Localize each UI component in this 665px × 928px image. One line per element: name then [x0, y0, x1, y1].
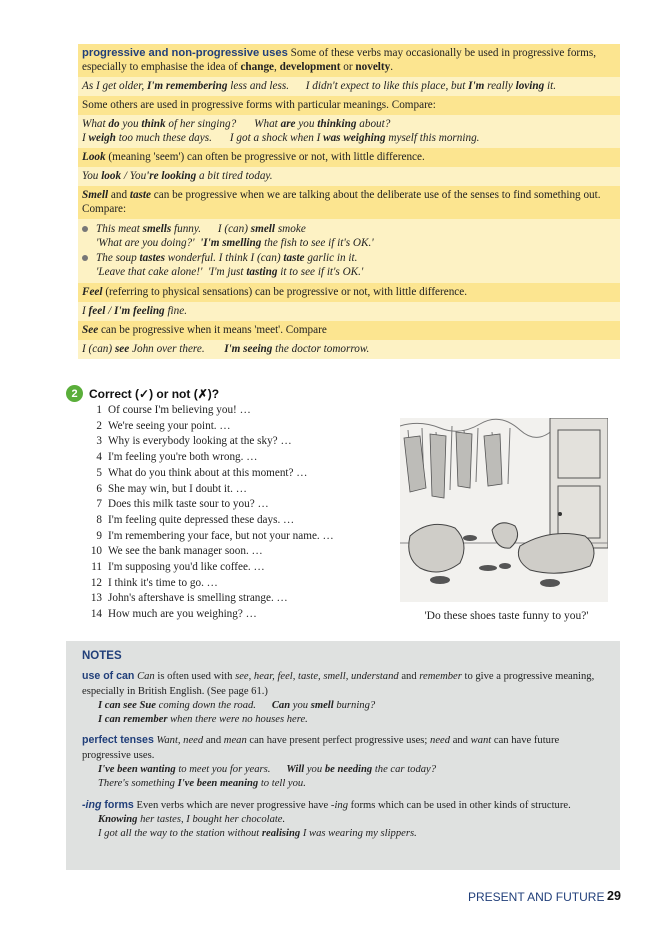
note-ing-forms: -ing forms Even verbs which are never progressive have -ing forms which can be used in other kinds of structure. — [82, 798, 571, 811]
exercise-item-number: 1 — [96, 404, 102, 416]
note-perfect-tenses: perfect tenses Want, need and mean can have present perfect progressive uses; need and want can have future progressive uses. — [82, 734, 560, 761]
exercise-number-badge: 2 — [66, 385, 83, 402]
row-compare-intro: Some others are used in progressive forms with particular meanings. Compare: — [78, 96, 620, 115]
exercise-item — [82, 544, 382, 560]
exercise-item-number: 6 — [96, 482, 102, 495]
exercise-item — [82, 466, 382, 482]
row-example-think-weigh: What do you think of her singing? What are you thinking about? I weigh too much these days. I got a shock when I was weighing myself this morning. — [78, 115, 620, 148]
bullet-dot — [82, 226, 88, 232]
exercise-item-number: 13 — [90, 592, 102, 605]
exercise-title: Correct (✓) or not (✗)? — [89, 386, 220, 401]
exercise-item-number: 14 — [90, 608, 102, 621]
exercise-item — [82, 560, 382, 576]
exercise-item-number: 9 — [96, 529, 102, 542]
exercise-item-text: What do you think about at this moment? … — [108, 466, 308, 479]
row-look: Look (meaning 'seem') can often be progressive or not, with little difference. — [78, 148, 620, 167]
cartoon-illustration — [400, 418, 608, 602]
exercise-item-text: I'm feeling you're both wrong. … — [108, 451, 258, 464]
grammar-table — [78, 44, 620, 359]
exercise-item-number: 11 — [91, 561, 102, 574]
exercise-item-number: 10 — [90, 545, 102, 558]
row-example-look: You look / You're looking a bit tired today. — [78, 167, 620, 186]
exercise-item-number: 3 — [96, 435, 102, 448]
exercise-item — [82, 607, 382, 623]
note-can-example-2: I can remember when there were no houses here. — [98, 714, 308, 726]
note-perfect-example-2: There's something I've been meaning to tell you. — [98, 778, 306, 790]
exercise-item-text: Of course I'm believing you! … — [108, 404, 251, 416]
exercise-item — [82, 529, 382, 545]
exercise-header — [66, 385, 219, 402]
exercise-item-text: I'm supposing you'd like coffee. … — [108, 561, 265, 574]
page-number: 29 — [607, 889, 621, 903]
note-perfect-example-1: I've been wanting to meet you for years. Will you be needing the car today? — [98, 764, 437, 776]
exercise-item-text: I think it's time to go. … — [108, 576, 218, 589]
exercise-item — [82, 482, 382, 498]
exercise-item — [82, 450, 382, 466]
notes-box — [66, 641, 620, 870]
exercise-item — [82, 497, 382, 513]
exercise-item — [82, 419, 382, 435]
cartoon-caption: 'Do these shoes taste funny to you?' — [424, 610, 589, 622]
exercise-item-text: I'm feeling quite depressed these days. … — [108, 513, 295, 526]
exercise-item-text: We're seeing your point. … — [108, 419, 231, 432]
row-progressive-uses: progressive and non-progressive uses Some of these verbs may occasionally be used in progressive forms, especially to emphasise the idea of change, development or novelty. — [78, 44, 620, 77]
row-smell-taste: Smell and taste can be progressive when we are talking about the deliberate use of the senses to find something out. Compare: — [78, 186, 620, 219]
exercise-item-text: Does this milk taste sour to you? … — [108, 498, 269, 511]
exercise-item-number: 4 — [96, 451, 102, 464]
exercise-item-text: How much are you weighing? … — [108, 608, 257, 621]
exercise-item-text: Why is everybody looking at the sky? … — [108, 435, 292, 448]
exercise-item-number: 12 — [90, 576, 102, 589]
exercise-item — [82, 403, 382, 419]
exercise-item — [82, 513, 382, 529]
row-example-senses — [78, 219, 620, 283]
note-ing-example-1: Knowing her tastes, I bought her chocolate. — [98, 813, 286, 825]
row-example-remembering: As I get older, I'm remembering less and less. I didn't expect to like this place, but I'm really loving it. — [78, 77, 620, 96]
exercise-item-number: 7 — [96, 498, 102, 511]
notes-title: NOTES — [82, 650, 122, 662]
exercise-item — [82, 591, 382, 607]
exercise-item — [82, 576, 382, 592]
section-footer: PRESENT AND FUTURE — [468, 890, 605, 904]
exercise-item-number: 8 — [96, 513, 102, 526]
exercise-item-text: I'm remembering your face, but not your name. … — [108, 529, 334, 542]
bullet-taste: The soup tastes wonderful. I think I (can) taste garlic in it. 'Leave that cake alone!' 'I'm just tasting it to see if it's OK.' — [82, 251, 616, 279]
exercise-item-text: She may win, but I doubt it. … — [108, 482, 247, 495]
row-feel: Feel (referring to physical sensations) can be progressive or not, with little difference. — [78, 283, 620, 302]
note-ing-example-2: I got all the way to the station without realising I was wearing my slippers. — [98, 828, 417, 840]
bullet-dot — [82, 255, 88, 261]
row-see: See can be progressive when it means 'meet'. Compare — [78, 321, 620, 340]
exercise-item-text: We see the bank manager soon. … — [108, 545, 263, 558]
row-example-feel: I feel / I'm feeling fine. — [78, 302, 620, 321]
row-example-see: I (can) see John over there. I'm seeing the doctor tomorrow. — [78, 340, 620, 359]
bullet-smell: This meat smells funny. I (can) smell smoke 'What are you doing?' 'I'm smelling the fish to see if it's OK.' — [82, 222, 616, 250]
exercise-item — [82, 434, 382, 450]
exercise-item-text: John's aftershave is smelling strange. … — [108, 592, 288, 605]
exercise-item-number: 5 — [96, 466, 102, 479]
exercise-item-number: 2 — [96, 419, 102, 432]
note-use-of-can: use of can Can is often used with see, hear, feel, taste, smell, understand and remember to give a progressive meaning, especially in British English. (See page 61.) — [82, 670, 595, 697]
note-can-example-1: I can see Sue coming down the road. Can you smell burning? — [98, 699, 376, 711]
exercise-items — [82, 403, 382, 623]
